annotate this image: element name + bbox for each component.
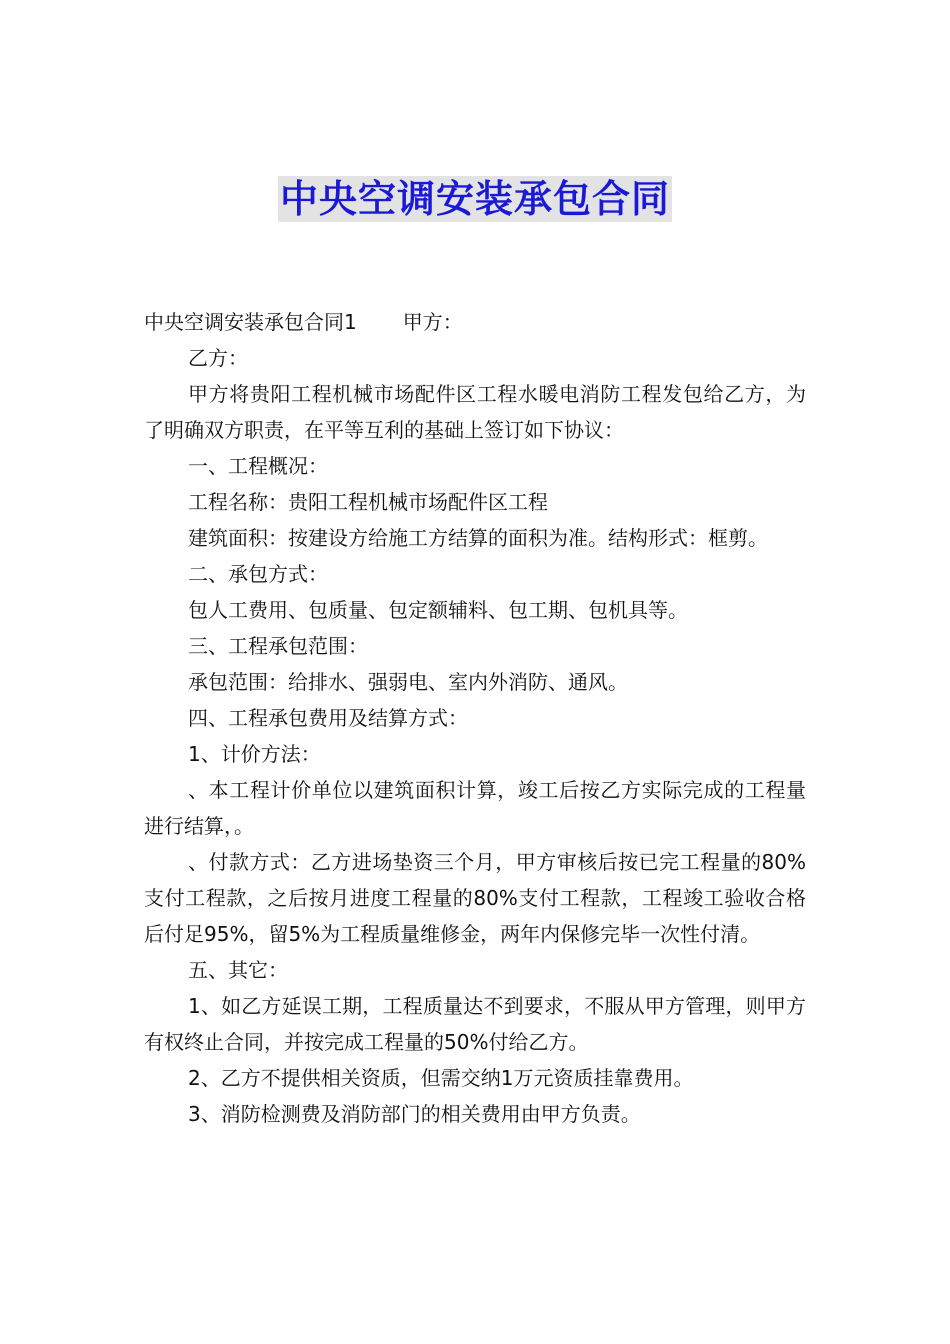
paragraph: 乙方：	[188, 346, 248, 370]
section-heading: 二、承包方式：	[188, 562, 328, 586]
paragraph: 、本工程计价单位以建筑面积计算，竣工后按乙方实际完成的工程量进行结算，。	[144, 778, 806, 838]
paragraph: 2、乙方不提供相关资质，但需交纳1万元资质挂靠费用。	[188, 1066, 694, 1090]
document-title: 中央空调安装承包合同	[279, 177, 670, 221]
paragraph: 建筑面积：按建设方给施工方结算的面积为准。结构形式：框剪。	[188, 526, 768, 550]
section-heading: 一、工程概况：	[188, 454, 328, 478]
paragraph: 承包范围：给排水、强弱电、室内外消防、通风。	[188, 670, 628, 694]
section-heading: 三、工程承包范围：	[188, 634, 368, 658]
title-container	[0, 176, 950, 222]
paragraph: 工程名称：贵阳工程机械市场配件区工程	[188, 490, 548, 514]
paragraph: 包人工费用、包质量、包定额辅料、包工期、包机具等。	[188, 598, 688, 622]
paragraph: 甲方将贵阳工程机械市场配件区工程水暖电消防工程发包给乙方，为了明确双方职责，在平等互利的基础上签订如下协议：	[144, 382, 806, 442]
section-heading: 四、工程承包费用及结算方式：	[188, 706, 468, 730]
document-body	[144, 304, 806, 1132]
section-heading: 五、其它：	[188, 958, 288, 982]
paragraph: 1、计价方法：	[188, 742, 321, 766]
contract-heading-line	[144, 304, 806, 340]
party-a-label: 甲方：	[402, 310, 463, 334]
paragraph: 、付款方式：乙方进场垫资三个月，甲方审核后按已完工程量的80%支付工程款，之后按月进度工程量的80%支付工程款，工程竣工验收合格后付足95%，留5%为工程质量维修金，两年内保修完毕一次性付清。	[144, 850, 806, 946]
paragraph: 1、如乙方延误工期，工程质量达不到要求，不服从甲方管理，则甲方有权终止合同，并按完成工程量的50%付给乙方。	[144, 994, 806, 1054]
paragraph: 3、消防检测费及消防部门的相关费用由甲方负责。	[188, 1102, 641, 1126]
contract-heading: 中央空调安装承包合同1	[144, 310, 357, 334]
